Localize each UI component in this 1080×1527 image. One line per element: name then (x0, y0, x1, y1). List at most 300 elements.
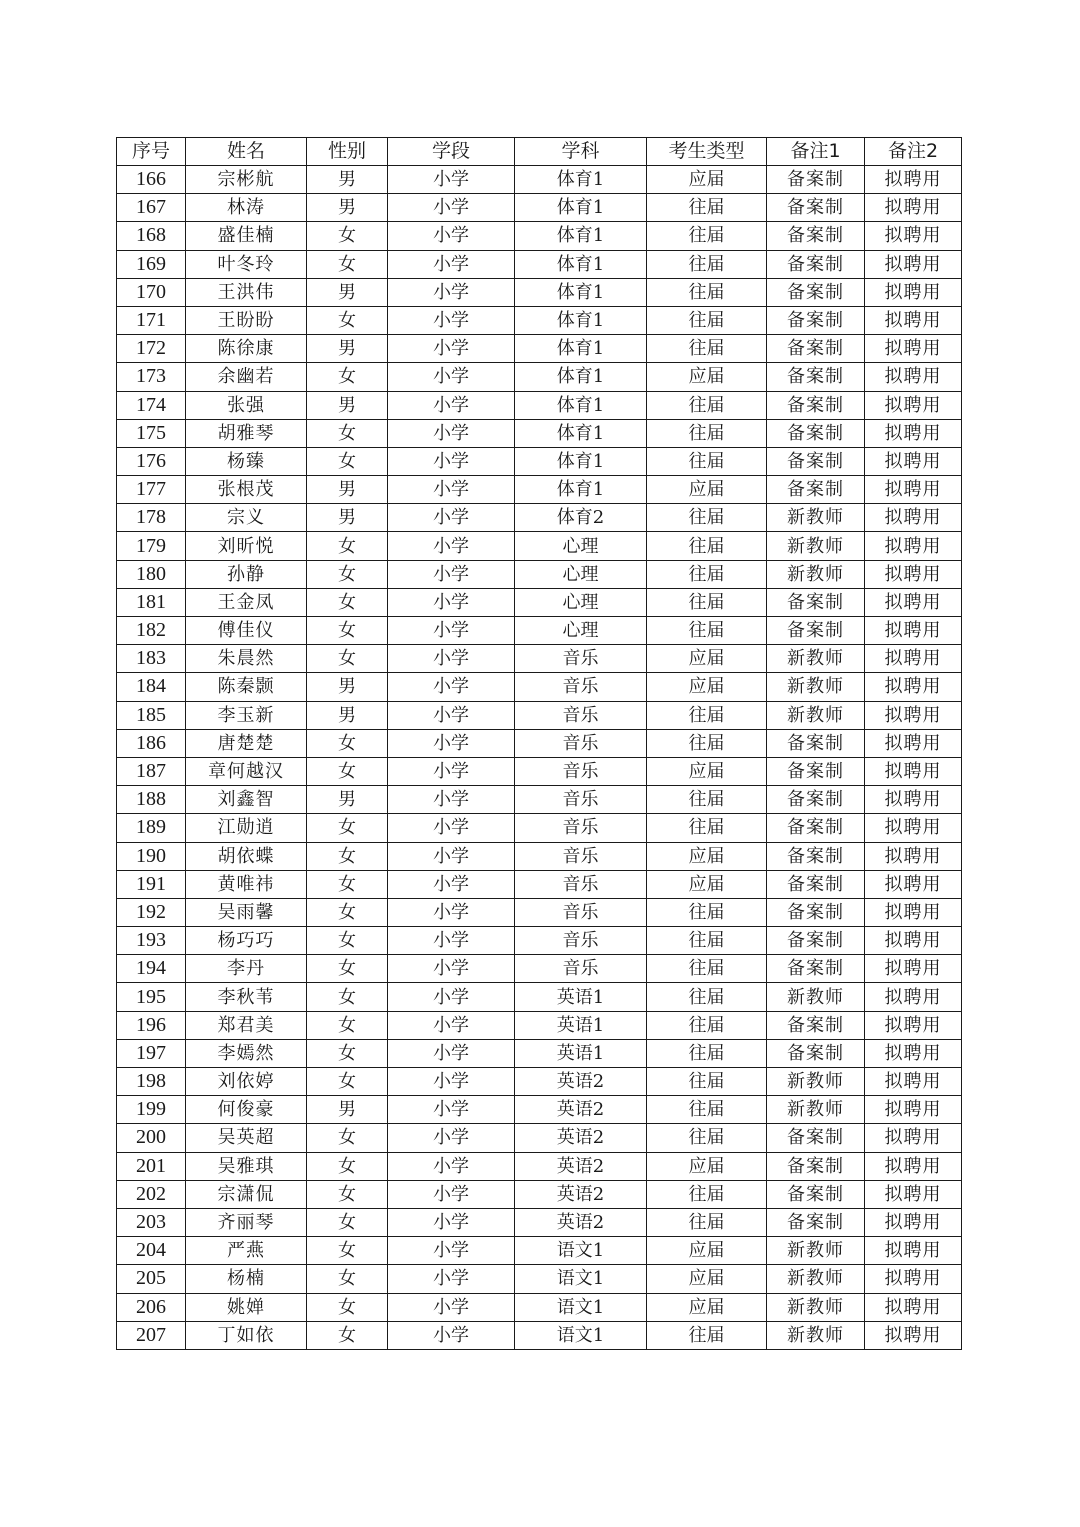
cell-candidate-type: 往届 (647, 927, 767, 955)
cell-subject: 英语2 (515, 1096, 647, 1124)
cell-subject: 音乐 (515, 814, 647, 842)
cell-candidate-type: 往届 (647, 898, 767, 926)
cell-note1: 备案制 (767, 814, 865, 842)
cell-subject: 音乐 (515, 701, 647, 729)
table-row (117, 786, 962, 814)
cell-gender: 女 (307, 363, 388, 391)
cell-index: 180 (117, 560, 186, 588)
cell-name: 林涛 (186, 194, 307, 222)
cell-subject: 体育1 (515, 363, 647, 391)
cell-note1: 备案制 (767, 476, 865, 504)
cell-name: 刘鑫智 (186, 786, 307, 814)
header-cell-subject: 学科 (515, 138, 647, 166)
cell-note2: 拟聘用 (865, 1124, 962, 1152)
cell-subject: 语文1 (515, 1293, 647, 1321)
cell-candidate-type: 往届 (647, 1011, 767, 1039)
cell-gender: 女 (307, 1265, 388, 1293)
cell-candidate-type: 应届 (647, 673, 767, 701)
cell-subject: 体育1 (515, 476, 647, 504)
cell-candidate-type: 往届 (647, 617, 767, 645)
cell-stage: 小学 (388, 1208, 515, 1236)
cell-note1: 新教师 (767, 1096, 865, 1124)
cell-subject: 体育1 (515, 419, 647, 447)
cell-note2: 拟聘用 (865, 222, 962, 250)
cell-note2: 拟聘用 (865, 363, 962, 391)
cell-name: 刘昕悦 (186, 532, 307, 560)
cell-stage: 小学 (388, 222, 515, 250)
table-header (117, 138, 962, 166)
roster-sheet (116, 137, 961, 1350)
cell-note2: 拟聘用 (865, 870, 962, 898)
cell-gender: 女 (307, 1152, 388, 1180)
table-row (117, 870, 962, 898)
cell-name: 王盼盼 (186, 306, 307, 334)
cell-note1: 新教师 (767, 983, 865, 1011)
cell-note2: 拟聘用 (865, 673, 962, 701)
cell-name: 江勋逍 (186, 814, 307, 842)
cell-candidate-type: 往届 (647, 701, 767, 729)
cell-note1: 新教师 (767, 1265, 865, 1293)
cell-candidate-type: 往届 (647, 814, 767, 842)
cell-note1: 备案制 (767, 1039, 865, 1067)
cell-candidate-type: 往届 (647, 729, 767, 757)
cell-stage: 小学 (388, 447, 515, 475)
cell-note1: 备案制 (767, 786, 865, 814)
cell-stage: 小学 (388, 278, 515, 306)
cell-note2: 拟聘用 (865, 1068, 962, 1096)
cell-name: 王金凤 (186, 588, 307, 616)
cell-note1: 备案制 (767, 166, 865, 194)
cell-gender: 女 (307, 560, 388, 588)
header-cell-candidate-type: 考生类型 (647, 138, 767, 166)
cell-subject: 心理 (515, 532, 647, 560)
cell-candidate-type: 往届 (647, 532, 767, 560)
cell-note2: 拟聘用 (865, 306, 962, 334)
table-row (117, 588, 962, 616)
cell-subject: 体育1 (515, 194, 647, 222)
cell-index: 207 (117, 1321, 186, 1349)
cell-candidate-type: 往届 (647, 983, 767, 1011)
cell-name: 丁如依 (186, 1321, 307, 1349)
cell-note2: 拟聘用 (865, 645, 962, 673)
cell-index: 176 (117, 447, 186, 475)
cell-note1: 备案制 (767, 729, 865, 757)
cell-candidate-type: 往届 (647, 447, 767, 475)
cell-note1: 备案制 (767, 842, 865, 870)
cell-subject: 体育1 (515, 335, 647, 363)
cell-subject: 音乐 (515, 842, 647, 870)
table-row (117, 898, 962, 926)
cell-candidate-type: 往届 (647, 222, 767, 250)
cell-subject: 英语2 (515, 1152, 647, 1180)
cell-gender: 男 (307, 786, 388, 814)
cell-subject: 英语2 (515, 1208, 647, 1236)
cell-stage: 小学 (388, 363, 515, 391)
cell-candidate-type: 往届 (647, 1180, 767, 1208)
table-row (117, 617, 962, 645)
cell-gender: 男 (307, 335, 388, 363)
table-row (117, 955, 962, 983)
cell-stage: 小学 (388, 1321, 515, 1349)
cell-note1: 新教师 (767, 673, 865, 701)
cell-candidate-type: 往届 (647, 504, 767, 532)
cell-name: 宗义 (186, 504, 307, 532)
cell-index: 187 (117, 757, 186, 785)
cell-candidate-type: 应届 (647, 476, 767, 504)
cell-stage: 小学 (388, 1096, 515, 1124)
cell-note1: 新教师 (767, 645, 865, 673)
table-row (117, 645, 962, 673)
header-cell-index: 序号 (117, 138, 186, 166)
cell-note1: 备案制 (767, 1152, 865, 1180)
cell-subject: 英语1 (515, 1039, 647, 1067)
cell-note1: 备案制 (767, 1180, 865, 1208)
cell-note2: 拟聘用 (865, 1293, 962, 1321)
cell-gender: 女 (307, 447, 388, 475)
cell-subject: 英语2 (515, 1180, 647, 1208)
cell-note1: 备案制 (767, 222, 865, 250)
cell-index: 174 (117, 391, 186, 419)
cell-candidate-type: 往届 (647, 335, 767, 363)
cell-candidate-type: 往届 (647, 306, 767, 334)
cell-index: 199 (117, 1096, 186, 1124)
cell-note2: 拟聘用 (865, 898, 962, 926)
cell-gender: 男 (307, 701, 388, 729)
cell-stage: 小学 (388, 757, 515, 785)
cell-index: 203 (117, 1208, 186, 1236)
cell-index: 170 (117, 278, 186, 306)
cell-index: 205 (117, 1265, 186, 1293)
cell-candidate-type: 应届 (647, 1237, 767, 1265)
cell-note1: 新教师 (767, 701, 865, 729)
cell-index: 184 (117, 673, 186, 701)
cell-note1: 备案制 (767, 419, 865, 447)
cell-stage: 小学 (388, 532, 515, 560)
cell-name: 杨臻 (186, 447, 307, 475)
cell-gender: 男 (307, 476, 388, 504)
table-row (117, 476, 962, 504)
cell-candidate-type: 应届 (647, 757, 767, 785)
table-row (117, 927, 962, 955)
cell-note2: 拟聘用 (865, 1039, 962, 1067)
cell-name: 叶冬玲 (186, 250, 307, 278)
cell-note1: 备案制 (767, 757, 865, 785)
cell-name: 杨巧巧 (186, 927, 307, 955)
cell-name: 陈秦颢 (186, 673, 307, 701)
cell-name: 宗彬航 (186, 166, 307, 194)
cell-name: 朱晨然 (186, 645, 307, 673)
cell-gender: 女 (307, 1180, 388, 1208)
cell-gender: 女 (307, 1011, 388, 1039)
cell-subject: 英语1 (515, 983, 647, 1011)
cell-note2: 拟聘用 (865, 1011, 962, 1039)
cell-index: 198 (117, 1068, 186, 1096)
cell-gender: 男 (307, 1096, 388, 1124)
cell-name: 齐丽琴 (186, 1208, 307, 1236)
cell-gender: 女 (307, 1068, 388, 1096)
cell-stage: 小学 (388, 250, 515, 278)
cell-name: 郑君美 (186, 1011, 307, 1039)
cell-index: 179 (117, 532, 186, 560)
cell-candidate-type: 往届 (647, 419, 767, 447)
table-row (117, 1124, 962, 1152)
cell-note1: 备案制 (767, 898, 865, 926)
cell-stage: 小学 (388, 1011, 515, 1039)
cell-note1: 备案制 (767, 391, 865, 419)
cell-candidate-type: 应届 (647, 1265, 767, 1293)
cell-index: 171 (117, 306, 186, 334)
cell-note2: 拟聘用 (865, 927, 962, 955)
cell-name: 何俊豪 (186, 1096, 307, 1124)
header-cell-name: 姓名 (186, 138, 307, 166)
cell-stage: 小学 (388, 1293, 515, 1321)
cell-subject: 音乐 (515, 786, 647, 814)
cell-candidate-type: 往届 (647, 1321, 767, 1349)
cell-stage: 小学 (388, 588, 515, 616)
cell-note2: 拟聘用 (865, 1152, 962, 1180)
cell-note2: 拟聘用 (865, 983, 962, 1011)
cell-candidate-type: 应届 (647, 1152, 767, 1180)
cell-stage: 小学 (388, 560, 515, 588)
table-row (117, 1096, 962, 1124)
cell-name: 刘依婷 (186, 1068, 307, 1096)
cell-candidate-type: 应届 (647, 1293, 767, 1321)
header-cell-stage: 学段 (388, 138, 515, 166)
cell-candidate-type: 应届 (647, 166, 767, 194)
table-row (117, 983, 962, 1011)
cell-note2: 拟聘用 (865, 1180, 962, 1208)
cell-note2: 拟聘用 (865, 701, 962, 729)
table-row (117, 1011, 962, 1039)
cell-gender: 女 (307, 1293, 388, 1321)
table-row (117, 1180, 962, 1208)
cell-note1: 备案制 (767, 870, 865, 898)
cell-note1: 备案制 (767, 250, 865, 278)
cell-note2: 拟聘用 (865, 955, 962, 983)
cell-gender: 女 (307, 814, 388, 842)
cell-name: 李嫣然 (186, 1039, 307, 1067)
cell-note1: 新教师 (767, 1293, 865, 1321)
cell-note2: 拟聘用 (865, 166, 962, 194)
cell-subject: 体育1 (515, 222, 647, 250)
cell-note2: 拟聘用 (865, 391, 962, 419)
cell-index: 189 (117, 814, 186, 842)
cell-subject: 音乐 (515, 757, 647, 785)
table-row (117, 729, 962, 757)
cell-subject: 英语2 (515, 1124, 647, 1152)
cell-note2: 拟聘用 (865, 588, 962, 616)
cell-note1: 备案制 (767, 278, 865, 306)
table-row (117, 222, 962, 250)
cell-stage: 小学 (388, 927, 515, 955)
cell-name: 吴雅琪 (186, 1152, 307, 1180)
table-row (117, 842, 962, 870)
cell-stage: 小学 (388, 1152, 515, 1180)
cell-subject: 音乐 (515, 729, 647, 757)
cell-subject: 心理 (515, 560, 647, 588)
cell-subject: 体育2 (515, 504, 647, 532)
cell-name: 胡雅琴 (186, 419, 307, 447)
cell-index: 175 (117, 419, 186, 447)
cell-name: 杨楠 (186, 1265, 307, 1293)
cell-subject: 音乐 (515, 645, 647, 673)
header-row (117, 138, 962, 166)
cell-index: 166 (117, 166, 186, 194)
cell-note2: 拟聘用 (865, 194, 962, 222)
table-row (117, 1068, 962, 1096)
cell-stage: 小学 (388, 194, 515, 222)
cell-stage: 小学 (388, 814, 515, 842)
cell-index: 197 (117, 1039, 186, 1067)
cell-subject: 心理 (515, 617, 647, 645)
cell-note1: 备案制 (767, 617, 865, 645)
cell-candidate-type: 应届 (647, 842, 767, 870)
cell-subject: 音乐 (515, 927, 647, 955)
cell-index: 182 (117, 617, 186, 645)
cell-subject: 心理 (515, 588, 647, 616)
cell-name: 李丹 (186, 955, 307, 983)
cell-name: 陈徐康 (186, 335, 307, 363)
cell-candidate-type: 往届 (647, 391, 767, 419)
cell-candidate-type: 应届 (647, 363, 767, 391)
table-row (117, 250, 962, 278)
cell-gender: 男 (307, 194, 388, 222)
cell-stage: 小学 (388, 842, 515, 870)
cell-stage: 小学 (388, 335, 515, 363)
cell-note2: 拟聘用 (865, 250, 962, 278)
cell-note1: 新教师 (767, 504, 865, 532)
cell-name: 盛佳楠 (186, 222, 307, 250)
cell-candidate-type: 往届 (647, 278, 767, 306)
cell-gender: 女 (307, 898, 388, 926)
cell-gender: 女 (307, 1039, 388, 1067)
cell-name: 姚婵 (186, 1293, 307, 1321)
table-row (117, 757, 962, 785)
cell-gender: 女 (307, 927, 388, 955)
cell-index: 181 (117, 588, 186, 616)
cell-subject: 体育1 (515, 166, 647, 194)
cell-subject: 音乐 (515, 870, 647, 898)
cell-note1: 备案制 (767, 194, 865, 222)
cell-gender: 男 (307, 391, 388, 419)
cell-gender: 女 (307, 645, 388, 673)
cell-name: 胡依蝶 (186, 842, 307, 870)
cell-index: 192 (117, 898, 186, 926)
cell-gender: 女 (307, 306, 388, 334)
cell-candidate-type: 往届 (647, 1208, 767, 1236)
table-row (117, 814, 962, 842)
cell-index: 193 (117, 927, 186, 955)
cell-subject: 语文1 (515, 1321, 647, 1349)
cell-note2: 拟聘用 (865, 1237, 962, 1265)
cell-note1: 新教师 (767, 1237, 865, 1265)
cell-note2: 拟聘用 (865, 419, 962, 447)
cell-stage: 小学 (388, 617, 515, 645)
cell-name: 吴雨馨 (186, 898, 307, 926)
cell-stage: 小学 (388, 1237, 515, 1265)
cell-subject: 语文1 (515, 1265, 647, 1293)
cell-subject: 音乐 (515, 673, 647, 701)
table-row (117, 335, 962, 363)
cell-stage: 小学 (388, 419, 515, 447)
cell-name: 唐楚楚 (186, 729, 307, 757)
cell-index: 195 (117, 983, 186, 1011)
cell-note2: 拟聘用 (865, 729, 962, 757)
table-row (117, 1152, 962, 1180)
cell-name: 宗潇侃 (186, 1180, 307, 1208)
cell-name: 张强 (186, 391, 307, 419)
cell-note1: 备案制 (767, 588, 865, 616)
table-row (117, 278, 962, 306)
cell-candidate-type: 往届 (647, 1068, 767, 1096)
table-row (117, 363, 962, 391)
cell-candidate-type: 往届 (647, 955, 767, 983)
cell-note2: 拟聘用 (865, 1265, 962, 1293)
cell-note1: 备案制 (767, 306, 865, 334)
cell-gender: 女 (307, 532, 388, 560)
cell-note2: 拟聘用 (865, 560, 962, 588)
cell-index: 204 (117, 1237, 186, 1265)
cell-note2: 拟聘用 (865, 476, 962, 504)
cell-gender: 女 (307, 588, 388, 616)
cell-gender: 女 (307, 1237, 388, 1265)
cell-gender: 女 (307, 1208, 388, 1236)
cell-index: 201 (117, 1152, 186, 1180)
cell-note2: 拟聘用 (865, 532, 962, 560)
cell-stage: 小学 (388, 1124, 515, 1152)
cell-index: 196 (117, 1011, 186, 1039)
cell-note2: 拟聘用 (865, 447, 962, 475)
header-cell-gender: 性别 (307, 138, 388, 166)
cell-candidate-type: 往届 (647, 560, 767, 588)
cell-gender: 男 (307, 166, 388, 194)
cell-stage: 小学 (388, 983, 515, 1011)
cell-note1: 备案制 (767, 335, 865, 363)
table-row (117, 1039, 962, 1067)
cell-candidate-type: 往届 (647, 1124, 767, 1152)
cell-candidate-type: 往届 (647, 786, 767, 814)
cell-note1: 新教师 (767, 1068, 865, 1096)
cell-subject: 音乐 (515, 955, 647, 983)
cell-candidate-type: 应届 (647, 870, 767, 898)
cell-note2: 拟聘用 (865, 335, 962, 363)
cell-gender: 女 (307, 757, 388, 785)
table-row (117, 532, 962, 560)
cell-name: 余幽若 (186, 363, 307, 391)
cell-index: 188 (117, 786, 186, 814)
cell-index: 178 (117, 504, 186, 532)
cell-candidate-type: 往届 (647, 250, 767, 278)
table-row (117, 1265, 962, 1293)
cell-note1: 备案制 (767, 1208, 865, 1236)
cell-subject: 英语1 (515, 1011, 647, 1039)
cell-note1: 备案制 (767, 447, 865, 475)
cell-gender: 女 (307, 222, 388, 250)
cell-gender: 男 (307, 504, 388, 532)
cell-gender: 女 (307, 870, 388, 898)
cell-index: 206 (117, 1293, 186, 1321)
header-cell-note2: 备注2 (865, 138, 962, 166)
cell-stage: 小学 (388, 306, 515, 334)
cell-stage: 小学 (388, 1180, 515, 1208)
cell-note2: 拟聘用 (865, 814, 962, 842)
cell-candidate-type: 往届 (647, 1096, 767, 1124)
cell-stage: 小学 (388, 166, 515, 194)
cell-subject: 体育1 (515, 391, 647, 419)
cell-candidate-type: 往届 (647, 1039, 767, 1067)
cell-stage: 小学 (388, 1068, 515, 1096)
cell-subject: 英语2 (515, 1068, 647, 1096)
